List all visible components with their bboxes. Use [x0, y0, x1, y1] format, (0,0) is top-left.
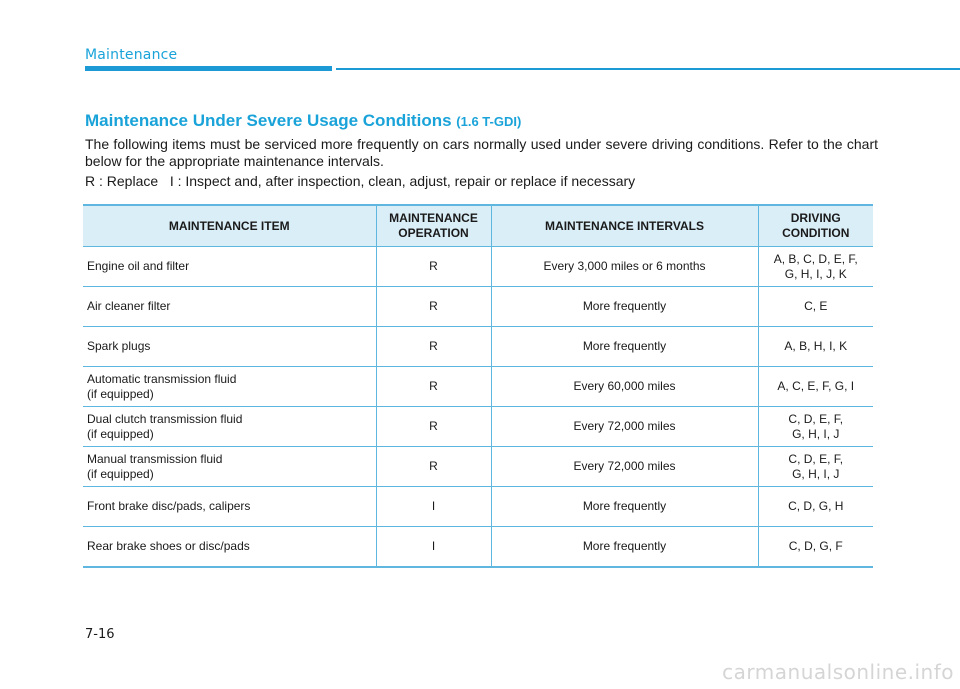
maintenance-table [83, 204, 873, 568]
cell-interval: More frequently [491, 527, 758, 568]
cell-condition: A, C, E, F, G, I [758, 367, 873, 407]
cell-condition: A, B, C, D, E, F, G, H, I, J, K [758, 247, 873, 287]
header-item: MAINTENANCE ITEM [83, 205, 376, 247]
cell-operation: R [376, 447, 491, 487]
header-rule-thin [336, 68, 960, 70]
page-title-sub: (1.6 T-GDI) [456, 114, 522, 129]
cell-interval: More frequently [491, 287, 758, 327]
table-row [83, 367, 873, 407]
cell-interval: More frequently [491, 487, 758, 527]
header-interval: MAINTENANCE INTERVALS [491, 205, 758, 247]
table-row [83, 527, 873, 568]
table-row [83, 247, 873, 287]
cell-interval: Every 3,000 miles or 6 months [491, 247, 758, 287]
cell-item: Front brake disc/pads, calipers [83, 487, 376, 527]
cell-condition: C, E [758, 287, 873, 327]
table-row [83, 487, 873, 527]
header-condition: DRIVING CONDITION [758, 205, 873, 247]
cell-operation: R [376, 287, 491, 327]
cell-condition: C, D, G, H [758, 487, 873, 527]
watermark: carmanualsonline.info [722, 660, 954, 684]
table-row [83, 287, 873, 327]
cell-item: Engine oil and filter [83, 247, 376, 287]
page-title-main: Maintenance Under Severe Usage Conditions [85, 111, 452, 130]
cell-operation: R [376, 327, 491, 367]
table-row [83, 327, 873, 367]
header-operation: MAINTENANCE OPERATION [376, 205, 491, 247]
cell-item: Air cleaner filter [83, 287, 376, 327]
cell-item: Dual clutch transmission fluid (if equipped) [83, 407, 376, 447]
cell-interval: Every 72,000 miles [491, 447, 758, 487]
cell-condition: C, D, E, F, G, H, I, J [758, 407, 873, 447]
cell-condition: A, B, H, I, K [758, 327, 873, 367]
cell-interval: Every 60,000 miles [491, 367, 758, 407]
table-header-row [83, 205, 873, 247]
cell-interval: Every 72,000 miles [491, 407, 758, 447]
cell-item: Rear brake shoes or disc/pads [83, 527, 376, 568]
cell-operation: I [376, 527, 491, 568]
cell-operation: I [376, 487, 491, 527]
table-row [83, 407, 873, 447]
cell-operation: R [376, 367, 491, 407]
header-rule-thick [85, 66, 332, 71]
section-label: Maintenance [85, 47, 178, 63]
intro-paragraph: The following items must be serviced more frequently on cars normally used under severe driving conditions. Refer to the chart below for the appropriate maintenance intervals. [85, 136, 878, 169]
legend-line: R : Replace I : Inspect and, after inspection, clean, adjust, repair or replace if necessary [85, 173, 636, 189]
cell-operation: R [376, 247, 491, 287]
table-row [83, 447, 873, 487]
cell-interval: More frequently [491, 327, 758, 367]
page-number: 7-16 [85, 627, 115, 642]
cell-item: Manual transmission fluid (if equipped) [83, 447, 376, 487]
cell-item: Automatic transmission fluid (if equipped) [83, 367, 376, 407]
cell-condition: C, D, G, F [758, 527, 873, 568]
cell-item: Spark plugs [83, 327, 376, 367]
page-title [85, 111, 521, 131]
cell-operation: R [376, 407, 491, 447]
cell-condition: C, D, E, F, G, H, I, J [758, 447, 873, 487]
table-body [83, 247, 873, 568]
